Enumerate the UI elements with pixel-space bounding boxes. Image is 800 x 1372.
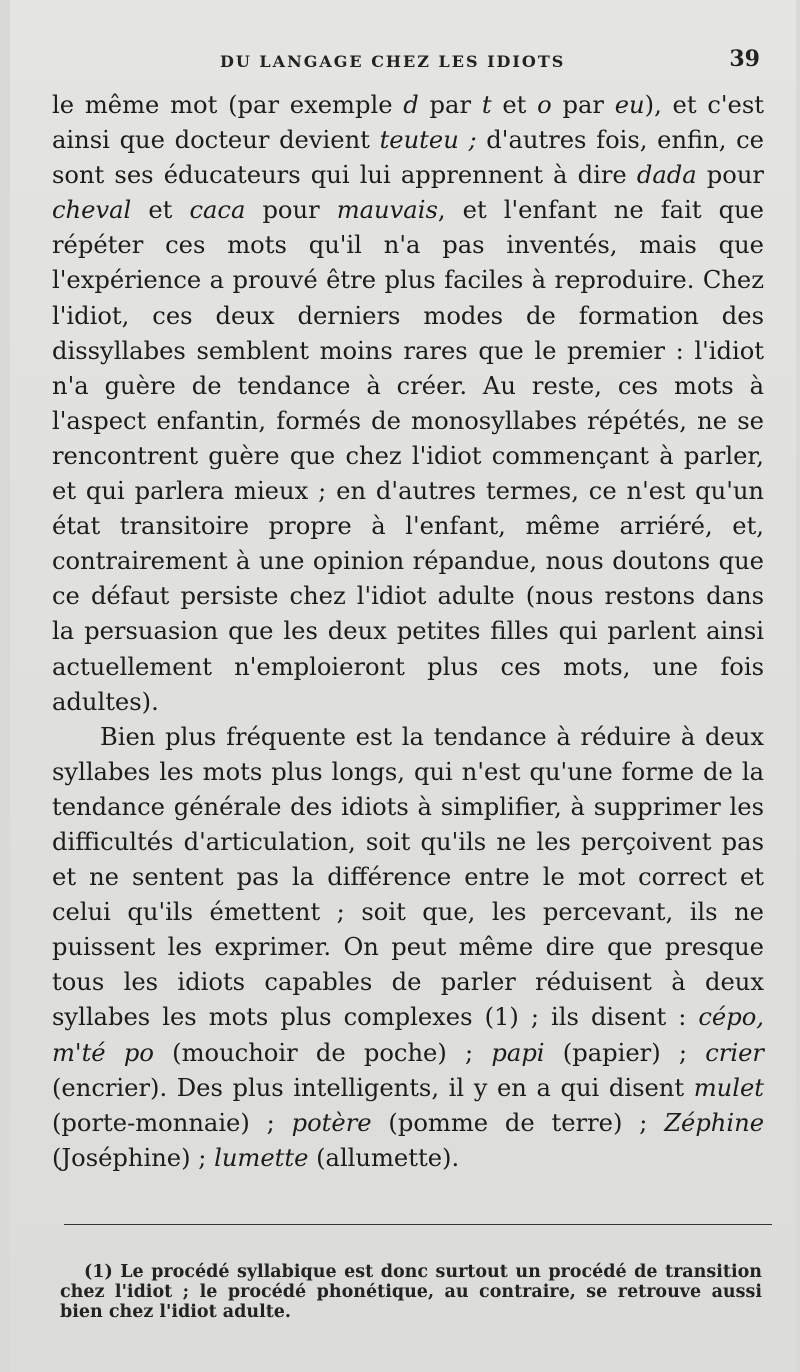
italic-word: o xyxy=(537,91,552,119)
book-page xyxy=(10,0,796,1372)
italic-word: papi xyxy=(491,1038,545,1067)
italic-word: d xyxy=(403,91,419,119)
italic-word: eu xyxy=(614,91,645,119)
italic-word: caca xyxy=(189,196,246,225)
paragraph-1 xyxy=(52,88,764,720)
text-run: ), et c'est ainsi que docteur devient xyxy=(52,91,764,155)
running-title: DU LANGAGE CHEZ LES IDIOTS xyxy=(220,52,566,71)
italic-word: lumette xyxy=(214,1143,309,1172)
text-run: (papier) ; xyxy=(544,1038,706,1067)
italic-word: potère xyxy=(291,1108,372,1137)
text-run: d'autres fois, enfin, ce sont ses éducateurs qui lui apprennent à dire xyxy=(52,126,764,190)
italic-word: t xyxy=(481,91,492,119)
text-run: pour xyxy=(696,161,764,190)
page-number: 39 xyxy=(729,46,760,72)
italic-word: crier xyxy=(705,1038,764,1067)
text-run: par xyxy=(418,91,482,119)
text-run: par xyxy=(551,91,615,119)
italic-word: teuteu ; xyxy=(379,126,477,155)
text-run: Bien plus fréquente est la tendance à réduire à deux syllabes les mots plus longs, qui n'est qu'une forme de la tendance générale des idiots à simplifier, à supprimer les difficultés d'articulation, soit qu'ils ne les perçoivent pas et ne sentent pas la différence entre le mot correct et celui qu'ils émettent ; soit que, les percevant, ils ne puissent les exprimer. On peut même dire que presque tous les idiots capables de parler réduisent à deux syllabes les mots plus complexes (1) ; ils disent : xyxy=(52,722,764,1032)
text-run: (pomme de terre) ; xyxy=(371,1108,665,1137)
footnote-divider xyxy=(64,1224,772,1225)
text-run: pour xyxy=(245,196,337,225)
italic-word: cheval xyxy=(52,196,132,225)
text-run: (porte-monnaie) ; xyxy=(52,1108,292,1137)
italic-word: mulet xyxy=(693,1073,764,1102)
text-run: (Joséphine) ; xyxy=(52,1143,215,1172)
text-run: et xyxy=(131,196,190,225)
text-run: (allumette). xyxy=(308,1143,460,1172)
italic-word: mauvais xyxy=(336,196,438,225)
body-text xyxy=(52,88,764,1176)
text-run: (encrier). Des plus intelligents, il y en a qui disent xyxy=(52,1073,694,1102)
text-run: , et l'enfant ne fait que répéter ces mots qu'il n'a pas inventés, mais que l'expérience a prouvé être plus faciles à reproduire. Chez l'idiot, ces deux derniers modes de formation des dissyllabes semblent moins rares que le premier : l'idiot n'a guère de tendance à créer. Au reste, ces mots à l'aspect enfantin, formés de monosyllabes répétés, ne se rencontrent guère que chez l'idiot commençant à parler, et qui parlera mieux ; en d'autres termes, ce n'est qu'un état transitoire propre à l'enfant, même arriéré, et, contrairement à une opinion répandue, nous doutons que ce défaut persiste chez l'idiot adulte (nous restons dans la persuasion que les deux petites filles qui parlent ainsi actuellement n'emploieront plus ces mots, une fois adultes). xyxy=(52,196,764,716)
text-run: (mouchoir de poche) ; xyxy=(153,1038,492,1067)
text-run: et xyxy=(491,91,538,119)
page-header xyxy=(10,44,796,80)
footnote: (1) Le procédé syllabique est donc surtout un procédé de transition chez l'idiot ; le procédé phonétique, au contraire, se retrouve aussi bien chez l'idiot adulte. xyxy=(60,1262,762,1322)
italic-word: dada xyxy=(636,161,697,190)
italic-word: cépo, m'té po xyxy=(52,1003,764,1067)
italic-word: Zéphine xyxy=(664,1108,765,1137)
text-run: le même mot (par exemple xyxy=(52,91,404,119)
paragraph-2 xyxy=(52,720,764,1176)
